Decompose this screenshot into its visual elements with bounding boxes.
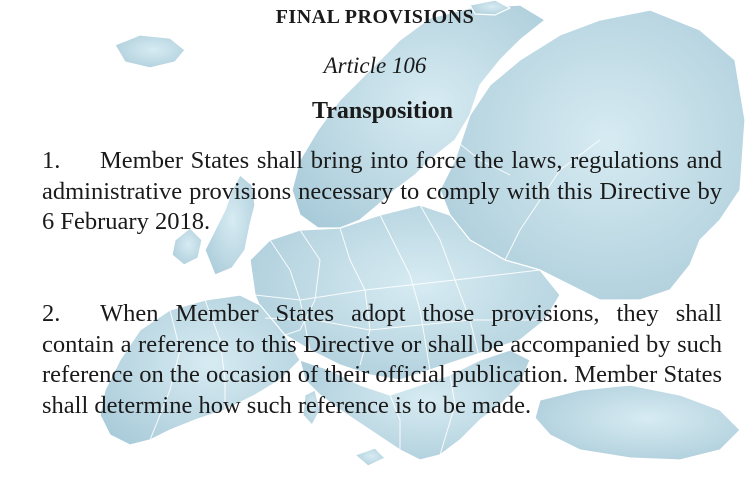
- section-title: FINAL PROVISIONS: [275, 6, 475, 28]
- article-number: Article 106: [323, 53, 427, 78]
- paragraph-2: [42, 299, 722, 421]
- paragraph-1: [42, 146, 722, 238]
- article-title: Transposition: [312, 98, 453, 124]
- paragraph-number: 1.: [42, 147, 61, 174]
- paragraph-number: 2.: [42, 300, 61, 327]
- paragraph-text: When Member States adopt those provisions, they shall contain a reference to this Directive or shall be accompanied by such reference on the occasion of their official publication. Member States shall determine how such reference is to be made.: [42, 300, 722, 419]
- paragraph-text: Member States shall bring into force the laws, regulations and administrative provisions necessary to comply with this Directive by 6 February 2018.: [42, 147, 722, 235]
